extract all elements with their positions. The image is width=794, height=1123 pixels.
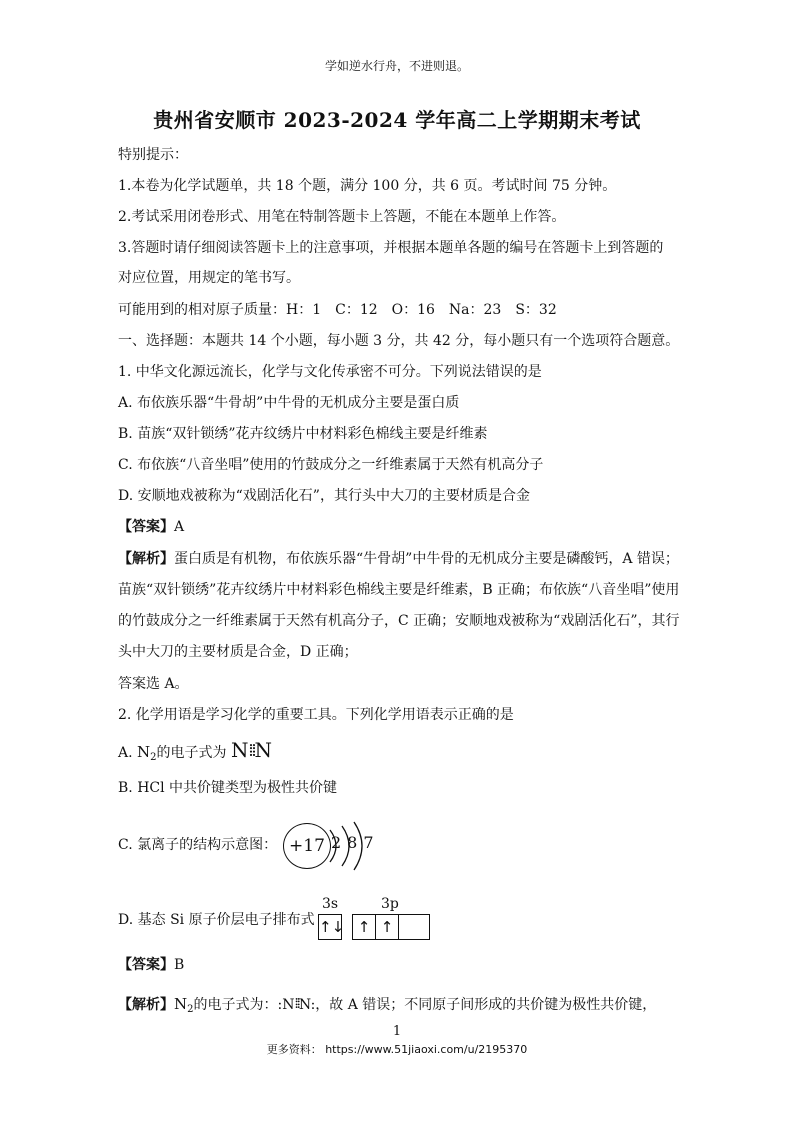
- analysis-text-end: ，故 A 错误；不同原子间形成的共价键为极性共价键，: [315, 997, 657, 1013]
- triple-bond-dots: ⁞⁞: [294, 994, 299, 1012]
- orbital-3s-cell: ↑↓: [319, 918, 345, 936]
- option-text: 的电子式为: [156, 745, 227, 761]
- q1-analysis-line3: 的竹鼓成分之一纤维素属于天然有机高分子，C 正确；安顺地戏被称为“戏剧活化石”，其行: [118, 613, 680, 629]
- q1-analysis-line2: 苗族“双针锁绣”花卉纹绣片中材料彩色棉线主要是纤维素，B 正确；布依族“八音坐唱”使用: [118, 582, 680, 598]
- lone-pair-dots: :: [277, 997, 283, 1013]
- q1-option-d: D. 安顺地戏被称为“戏剧活化石”，其行头中大刀的主要材质是合金: [118, 488, 530, 504]
- atom-n-left: N: [230, 738, 249, 762]
- orbital-3p-cell-2: ↑: [376, 915, 399, 939]
- analysis-text: 的电子式为：: [193, 997, 278, 1013]
- q1-answer: [118, 517, 184, 537]
- atomic-masses: 可能用到的相对原子质量：H：1 C：12 O：16 Na：23 S：32: [118, 302, 557, 318]
- analysis-label: 【解析】: [118, 551, 174, 567]
- subscript: 2: [187, 1004, 194, 1015]
- q1-analysis-line4: 头中大刀的主要材质是合金，D 正确；: [118, 644, 358, 660]
- q1-option-c: C. 布依族“八音坐唱”使用的竹鼓成分之一纤维素属于天然有机高分子: [118, 457, 544, 473]
- q2-option-c: C. 氯离子的结构示意图：: [118, 837, 278, 853]
- orbital-label-3s: 3s: [322, 896, 339, 912]
- shell-electron-counts: 287: [331, 833, 380, 852]
- q2-option-d: D. 基态 Si 原子价层电子排布式: [118, 912, 315, 928]
- footer-link[interactable]: 更多资料： https://www.51jiaoxi.com/u/2195370: [266, 1043, 528, 1056]
- page-number: 1: [392, 1024, 402, 1039]
- subscript: 2: [150, 752, 157, 763]
- orbital-box-3s: [318, 914, 345, 940]
- answer-value: B: [174, 957, 185, 973]
- atom-n-right: N: [254, 738, 272, 762]
- answer-value: A: [174, 519, 185, 535]
- analysis-text: 蛋白质是有机物，布依族乐器“牛骨胡”中牛骨的无机成分主要是磷酸钙，A 错误；: [174, 551, 679, 567]
- section-1-heading: 一、选择题：本题共 14 个小题，每小题 3 分，共 42 分，每小题只有一个选项符合题意。: [118, 333, 680, 349]
- q1-option-a: A. 布依族乐器“牛骨胡”中牛骨的无机成分主要是蛋白质: [118, 395, 460, 411]
- q2-option-b: B. HCl 中共价键类型为极性共价键: [118, 780, 338, 796]
- q2-analysis-line1: [118, 994, 656, 1020]
- notes-heading: 特别提示：: [118, 147, 188, 163]
- formula: N: [174, 995, 188, 1013]
- q1-analysis-line1: [118, 549, 679, 569]
- q2-option-a: [118, 740, 272, 768]
- q2-stem: 2. 化学用语是学习化学的重要工具。下列化学用语表示正确的是: [118, 707, 514, 723]
- atom-n-left: N: [282, 997, 295, 1013]
- orbital-box-3p: [352, 914, 430, 940]
- analysis-label: 【解析】: [118, 997, 174, 1013]
- triple-bond-dots: ⁞⁞: [248, 740, 255, 761]
- orbital-label-3p: 3p: [381, 896, 399, 912]
- document-title: 贵州省安顺市 2023-2024 学年高二上学期期末考试: [153, 108, 641, 132]
- answer-label: 【答案】: [118, 957, 174, 973]
- orbital-3p-cell-3: [399, 915, 429, 939]
- page-header-motto: 学如逆水行舟，不进则退。: [324, 59, 469, 73]
- answer-label: 【答案】: [118, 519, 174, 535]
- q1-stem: 1. 中华文化源远流长，化学与文化传承密不可分。下列说法错误的是: [118, 364, 542, 380]
- note-2: 2.考试采用闭卷形式、用笔在特制答题卡上答题，不能在本题单上作答。: [118, 209, 566, 225]
- q1-option-b: B. 苗族“双针锁绣”花卉纹绣片中材料彩色棉线主要是纤维素: [118, 426, 488, 442]
- q1-answer-choice: 答案选 A。: [118, 676, 189, 692]
- orbital-3p-cell-1: ↑: [353, 915, 376, 939]
- note-3-line2: 对应位置，用规定的笔书写。: [118, 270, 300, 286]
- q2-answer: [118, 955, 184, 975]
- lone-pair-dots: :: [310, 997, 316, 1013]
- option-letter: A.: [118, 745, 133, 761]
- nucleus-circle: +17: [283, 823, 331, 869]
- formula: N: [137, 743, 151, 761]
- note-1: 1.本卷为化学试题单，共 18 个题，满分 100 分，共 6 页。考试时间 75 分钟。: [118, 178, 617, 194]
- note-3-line1: 3.答题时请仔细阅读答题卡上的注意事项，并根据本题单各题的编号在答题卡上到答题的: [118, 240, 664, 256]
- atom-n-right: N: [298, 997, 311, 1013]
